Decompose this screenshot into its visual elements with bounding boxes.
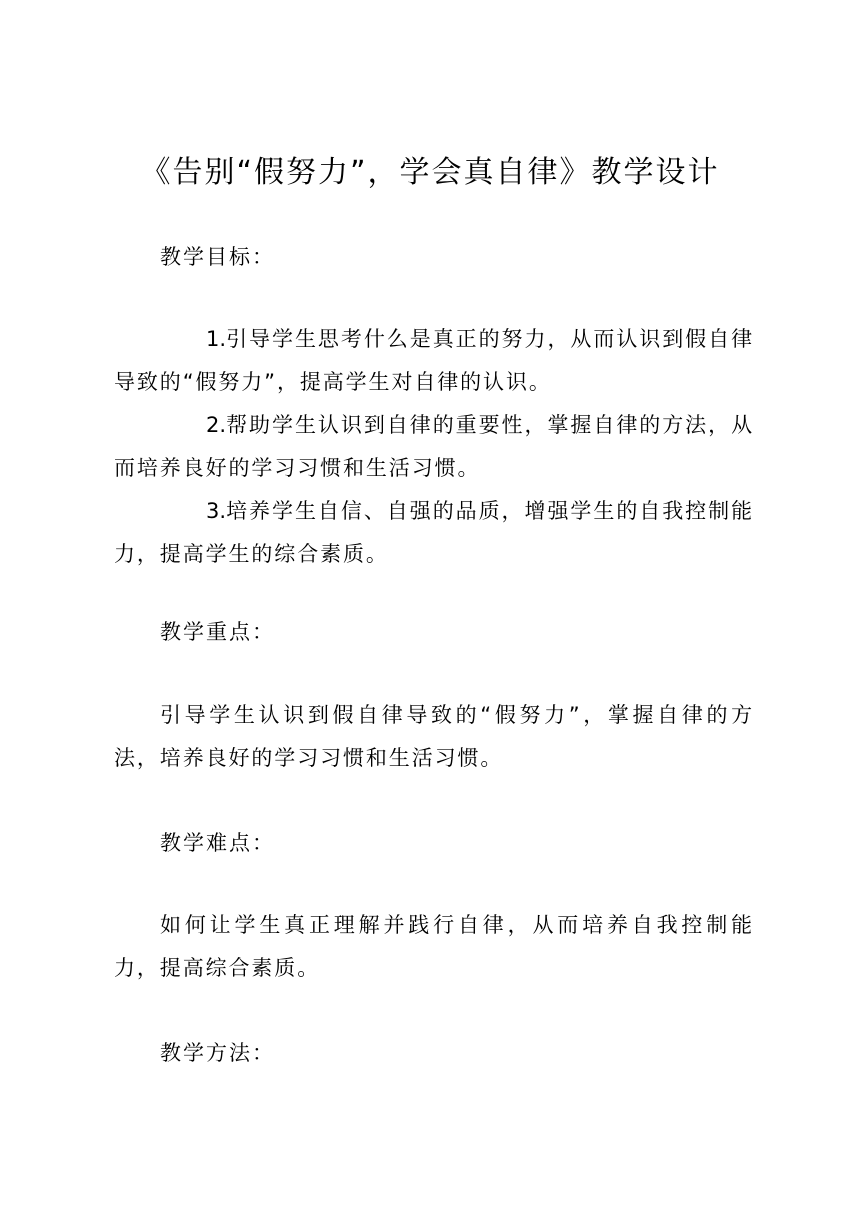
objective-item-2 (114, 404, 754, 490)
objectives-heading: 教学目标： (160, 245, 275, 269)
objective-text-2: 帮助学生认识到自律的重要性，掌握自律的方法，从而培养良好的学习习惯和生活习惯。 (114, 413, 754, 480)
key-points-text: 引导学生认识到假自律导致的“假努力”，掌握自律的方法，培养良好的学习习惯和生活习惯。 (114, 703, 754, 770)
objective-text-3: 培养学生自信、自强的品质，增强学生的自我控制能力，提高学生的综合素质。 (114, 499, 754, 566)
document-title: 《告别“假努力”，学会真自律》教学设计 (140, 155, 720, 190)
difficulties-text: 如何让学生真正理解并践行自律，从而培养自我控制能力，提高综合素质。 (114, 913, 754, 980)
objective-number-2: 2. (206, 413, 227, 437)
objective-item-1 (114, 318, 754, 404)
difficulties-heading: 教学难点： (160, 831, 275, 855)
objective-number-1: 1. (206, 327, 227, 351)
methods-heading: 教学方法： (160, 1041, 275, 1065)
objective-text-1: 引导学生思考什么是真正的努力，从而认识到假自律导致的“假努力”，提高学生对自律的认识。 (114, 327, 754, 394)
key-points-heading: 教学重点： (160, 620, 275, 644)
objective-number-3: 3. (206, 499, 227, 523)
objective-item-3 (114, 490, 754, 576)
